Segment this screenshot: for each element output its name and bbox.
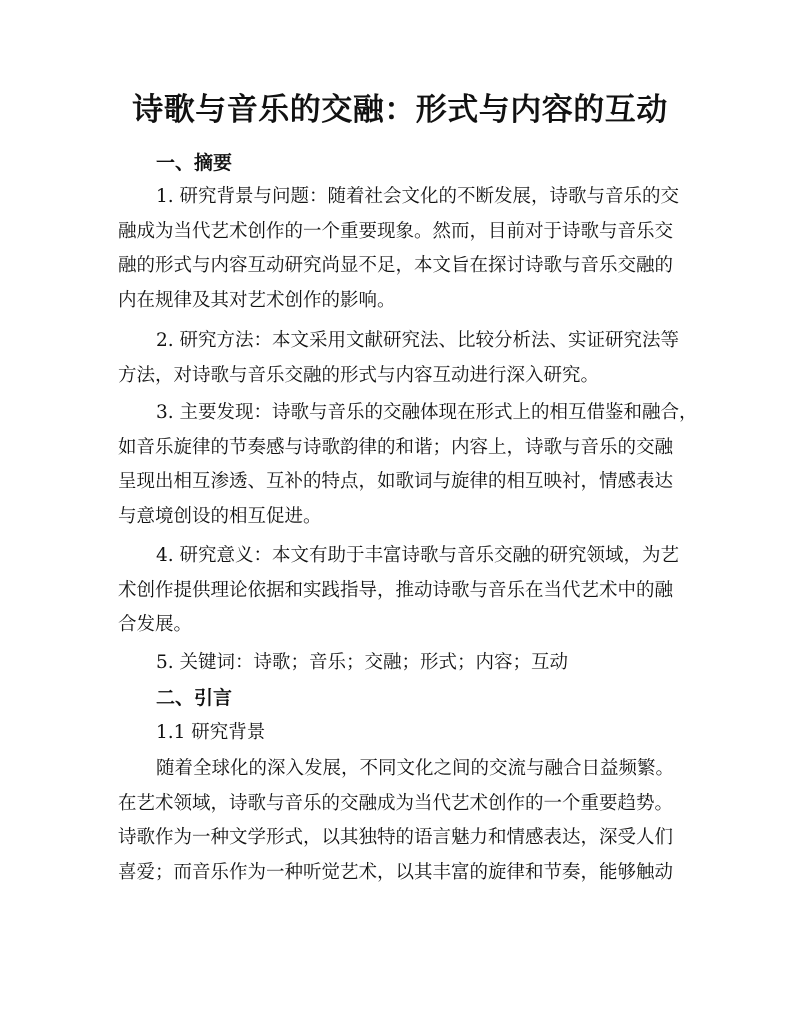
text-line: 与意境创设的相互促进。 (118, 505, 322, 527)
text-line: 喜爱；而音乐作为一种听觉艺术，以其丰富的旋律和节奏，能够触动 (118, 861, 674, 883)
text-line: 5. 关键词：诗歌；音乐；交融；形式；内容；互动 (156, 652, 569, 673)
document-title: 诗歌与音乐的交融：形式与内容的互动 (132, 92, 668, 128)
text-line: 呈现出相互渗透、互补的特点，如歌词与旋律的相互映衬，情感表达 (118, 471, 674, 492)
text-line: 融的形式与内容互动研究尚显不足，本文旨在探讨诗歌与音乐交融的 (118, 255, 674, 276)
abstract-paragraph-3 (118, 396, 698, 534)
introduction-paragraph-1 (118, 752, 684, 890)
text-line: 术创作提供理论依据和实践指导，推动诗歌与音乐在当代艺术中的融 (118, 579, 674, 601)
text-line: 3. 主要发现：诗歌与音乐的交融体现在形式上的相互借鉴和融合， (156, 402, 698, 423)
subsection-heading-background (118, 716, 684, 751)
text-line: 方法，对诗歌与音乐交融的形式与内容互动进行深入研究。 (118, 364, 600, 386)
text-line: 2. 研究方法：本文采用文献研究法、比较分析法、实证研究法等 (156, 330, 680, 351)
text-line: 内在规律及其对艺术创作的影响。 (118, 289, 396, 311)
text-line: 随着全球化的深入发展，不同文化之间的交流与融合日益频繁。 (156, 758, 675, 779)
text-line: 诗歌作为一种文学形式，以其独特的语言魅力和情感表达，深受人们 (118, 827, 674, 848)
text-line: 1.1 研究背景 (156, 722, 266, 743)
section-heading-introduction: 二、引言 (156, 687, 233, 709)
text-line: 在艺术领域，诗歌与音乐的交融成为当代艺术创作的一个重要趋势。 (118, 792, 674, 814)
abstract-paragraph-1 (118, 180, 684, 318)
text-line: 融成为当代艺术创作的一个重要现象。然而，目前对于诗歌与音乐交 (118, 220, 674, 242)
section-heading-abstract: 一、摘要 (156, 152, 233, 174)
abstract-paragraph-4 (118, 539, 684, 643)
text-line: 合发展。 (118, 614, 193, 635)
abstract-paragraph-2 (118, 324, 684, 393)
text-line: 4. 研究意义：本文有助于丰富诗歌与音乐交融的研究领域，为艺 (156, 545, 680, 566)
text-line: 1. 研究背景与问题：随着社会文化的不断发展，诗歌与音乐的交 (156, 186, 680, 207)
text-line: 如音乐旋律的节奏感与诗歌韵律的和谐；内容上，诗歌与音乐的交融 (118, 436, 674, 458)
abstract-keywords (118, 646, 684, 681)
